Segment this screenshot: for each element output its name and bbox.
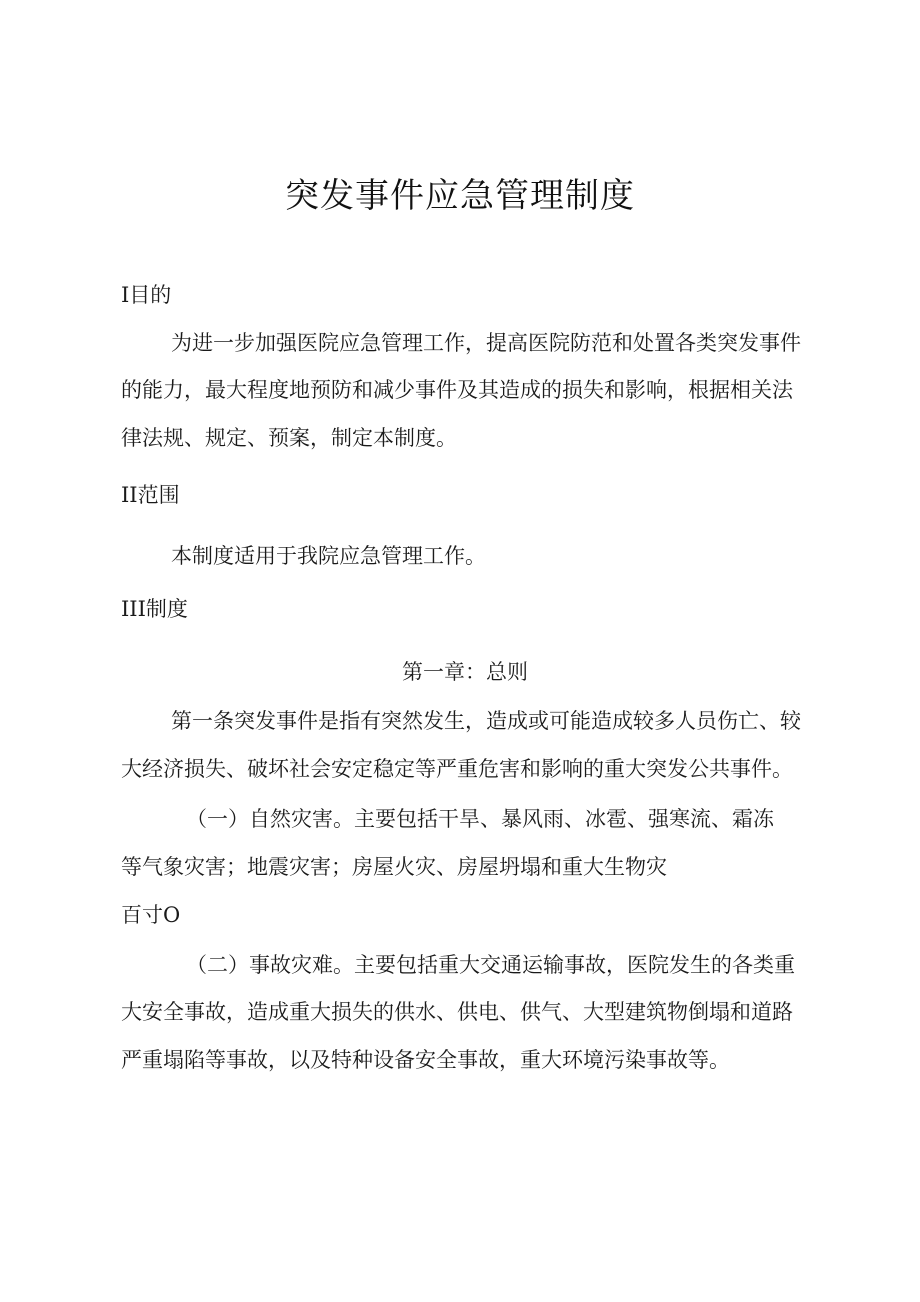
item1-line-3: 百寸O [121,903,181,927]
document-title: 突发事件应急管理制度 [285,176,635,216]
item2-line-1: （二）事故灾难。主要包括重大交通运输事故，医院发生的各类重 [186,953,795,977]
chapter-heading: 第一章：总则 [402,660,528,684]
item1-line-1: （一）自然灾害。主要包括干旱、暴风雨、冰雹、强寒流、霜冻 [186,807,774,831]
purpose-line-2: 的能力，最大程度地预防和减少事件及其造成的损失和影响，根据相关法 [121,378,793,402]
item2-line-2: 大安全事故，造成重大损失的供水、供电、供气、大型建筑物倒塌和道路 [121,1000,793,1024]
article1-line-2: 大经济损失、破坏社会安定稳定等严重危害和影响的重大突发公共事件。 [121,757,793,781]
scope-text: 本制度适用于我院应急管理工作。 [171,544,486,568]
section-heading-scope: II范围 [121,483,180,507]
item1-line-2: 等气象灾害；地震灾害；房屋火灾、房屋坍塌和重大生物灾 [121,855,667,879]
section-heading-system: III制度 [121,597,188,621]
section-heading-purpose: I目的 [121,283,172,307]
purpose-line-3: 律法规、规定、预案，制定本制度。 [121,426,457,450]
purpose-line-1: 为进一步加强医院应急管理工作，提高医院防范和处置各类突发事件 [171,331,801,355]
article1-line-1: 第一条突发事件是指有突然发生，造成或可能造成较多人员伤亡、较 [171,709,801,733]
item2-line-3: 严重塌陷等事故，以及特种设备安全事故，重大环境污染事故等。 [121,1048,730,1072]
